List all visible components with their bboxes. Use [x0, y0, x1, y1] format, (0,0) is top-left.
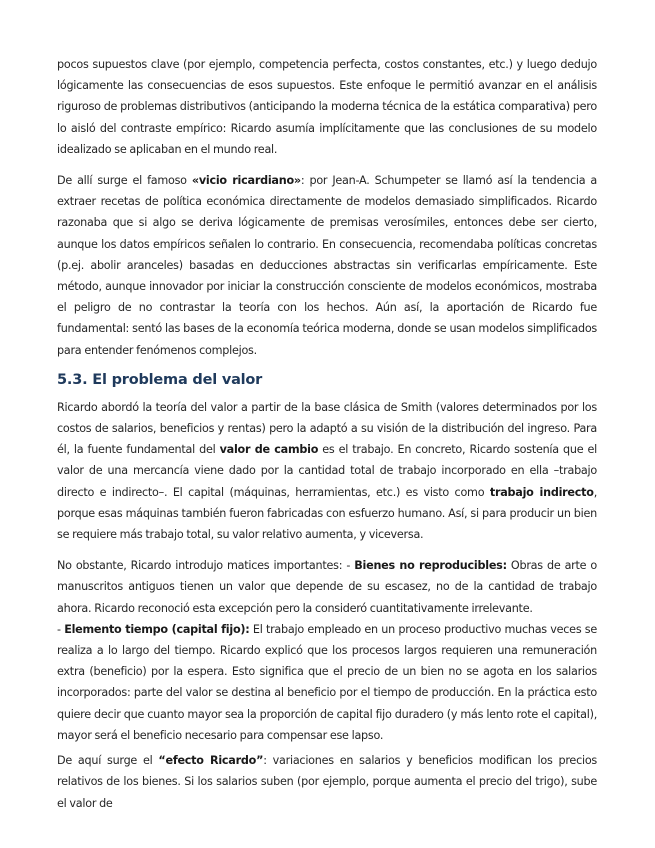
paragraph-ricardo-effect — [57, 750, 597, 814]
text-run: - — [57, 622, 65, 636]
paragraph-method: pocos supuestos clave (por ejemplo, competencia perfecta, costos constantes, etc.) y luego dedujo lógicamente las consecuencias de esos supuestos. Este enfoque le permitió avanzar en el análisis riguroso de problemas distributivos (anticipando la moderna técnica de la estática comparativa) pero lo aisló del contraste empírico: Ricardo asumía implícitamente que las conclusiones de su modelo idealizado se aplicaban en el mundo real. — [57, 58, 597, 156]
text-run: De allí surge el famoso — [57, 174, 192, 188]
text-run: : variaciones en salarios y beneficios modifican los precios relativos de los bienes. Si los salarios suben (por ejemplo, porque aumenta el precio del trigo), sube el valor de — [57, 754, 597, 810]
paragraph-ricardian-vice — [57, 170, 597, 361]
text-run: es el trabajo. En concreto, Ricardo sostenía que el valor de una mercancía viene dado por la cantidad total de trabajo incorporado en ella –trabajo directo e indirecto–. El capital (máquinas, herramientas, etc.) es visto como — [57, 443, 597, 499]
paragraph-value-theory — [57, 397, 597, 545]
text-run: De aquí surge el — [57, 754, 159, 768]
bold-term-exchange-value: valor de cambio — [219, 443, 319, 457]
bold-term-ricardian-vice: «vicio ricardiano» — [191, 174, 301, 188]
text-run: Obras de arte o manuscritos antiguos tienen un valor que depende de su escasez, no de la cantidad de trabajo ahora. Ricardo reconoció esta excepción pero la consideró cuantitativamente irrelevante. — [57, 559, 598, 615]
text-run: No obstante, Ricardo introdujo matices importantes: - — [57, 559, 355, 573]
text-run: , porque esas máquinas también fueron fabricadas con esfuerzo humano. Así, si para producir un bien se requiere más trabajo total, su valor relativo aumenta, y viceversa. — [57, 485, 597, 542]
text-run: El trabajo empleado en un proceso productivo muchas veces se realiza a lo largo del tiempo. Ricardo explicó que los procesos largos requieren una remuneración extra (beneficio) por la espera. Esto significa que el precio de un bien no se agota en los salarios incorporados: parte del valor se destina al beneficio por el tiempo de producción. En la práctica esto quiere decir que cuanto mayor sea la proporción de capital fijo duradero (y más lento rote el capital), mayor será el beneficio necesario para compensar ese lapso. — [57, 622, 597, 742]
text-run: : por Jean-A. Schumpeter se llamó así la tendencia a extraer recetas de política económica directamente de modelos demasiado simplificados. Ricardo razonaba que si algo se deriva lógicamente de premisas verosímiles, entonces debe ser cierto, aunque los datos empíricos señalen lo contrario. En consecuencia, recomendaba políticas concretas (p.ej. abolir aranceles) basadas en deducciones abstractas sin verificarlas empíricamente. Este método, aunque innovador por iniciar la construcción consciente de modelos económicos, mostraba el peligro de no contrastar la teoría con los hechos. Aún así, la aportación de Ricardo fue fundamental: sentó las bases de la economía teórica moderna, donde se usan modelos simplificados para entender fenómenos complejos. — [57, 174, 598, 357]
bold-term-ricardo-effect: “efecto Ricardo” — [158, 754, 264, 768]
section-heading: 5.3. El problema del valor — [57, 371, 263, 388]
paragraph-nuances — [57, 555, 597, 746]
bold-term-time-element: Elemento tiempo (capital fijo): — [64, 622, 250, 636]
document-page — [57, 54, 597, 814]
text-run: Ricardo abordó la teoría del valor a partir de la base clásica de Smith (valores determinados por los costos de salarios, beneficios y rentas) pero la adaptó a su visión de la distribución del ingreso. Para él, la fuente fundamental del — [57, 400, 597, 457]
bold-term-non-reproducible: Bienes no reproducibles: — [354, 559, 507, 573]
bold-term-indirect-labor: trabajo indirecto — [489, 485, 594, 499]
